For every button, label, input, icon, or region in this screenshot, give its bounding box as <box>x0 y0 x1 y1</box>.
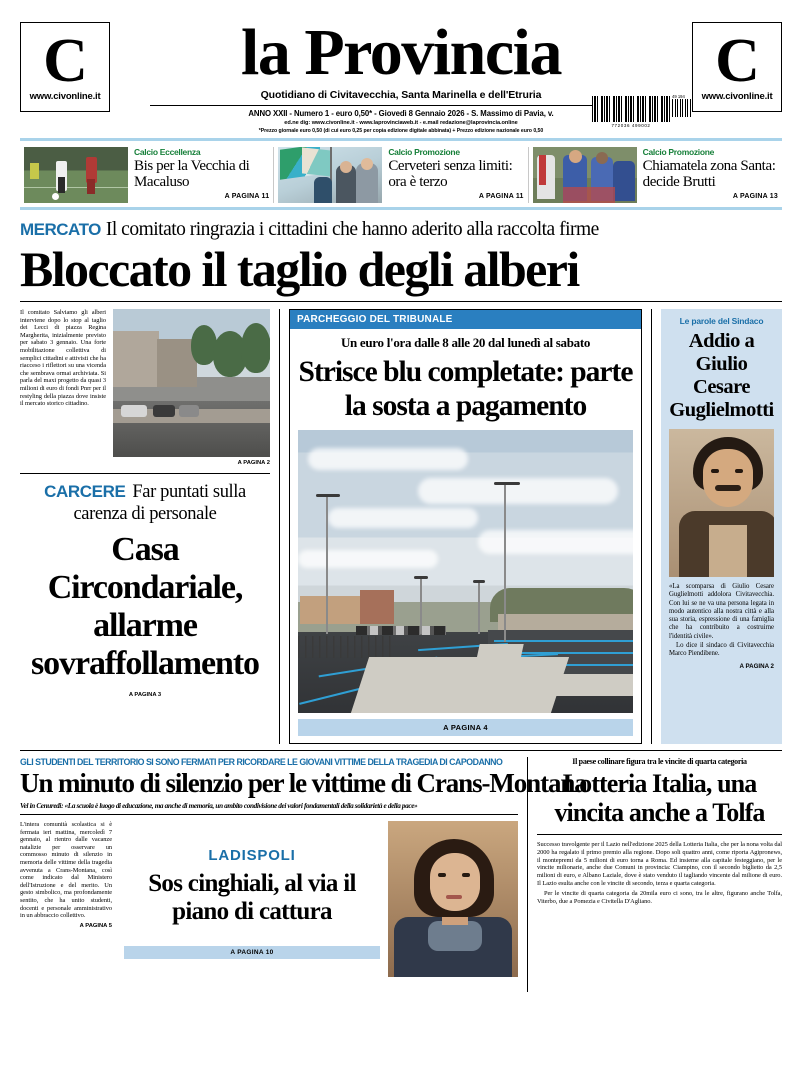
lead-kicker-row <box>20 219 782 241</box>
sports-teaser-1[interactable] <box>20 147 273 203</box>
barcode-ean-number: 772036 499002 <box>611 123 651 128</box>
main-content-grid <box>20 309 782 744</box>
giulio-cesare-guglielmotti-portrait <box>669 429 774 577</box>
carcere-story[interactable] <box>20 473 270 698</box>
masthead <box>20 0 782 132</box>
parking-subhead: Un euro l'ora dalle 8 alle 20 dal lunedì al sabato <box>340 335 591 350</box>
crans-montana-subhead: Vel in Cenuredi: «La scuola è luogo di educazione, ma anche di memoria, un ambito condivisione dei valori fondamentali della solidarietà e della pace» <box>20 802 418 810</box>
ladispoli-headline: Sos cinghiali, al via il piano di cattura <box>148 870 356 925</box>
fans-with-flag-photo <box>278 147 382 203</box>
mayor-tribute-headline: Addio a Giulio Cesare Guglielmotti <box>669 330 774 421</box>
price-note-line: *Prezzo giornale euro 0,50 (di cui euro 0,25 per copia edizione digitale abbinata) + Prezzo edizione nazionale euro 0,50 <box>258 127 544 134</box>
sports-teaser-3[interactable] <box>528 147 782 203</box>
parking-section-tag: PARCHEGGIO DEL TRIBUNALE <box>290 310 641 329</box>
mayor-tribute-box[interactable] <box>661 309 782 744</box>
sports-teaser-strip <box>20 138 782 210</box>
ladispoli-story[interactable] <box>120 821 380 977</box>
mayor-tribute-kicker: Le parole del Sindaco <box>679 316 764 326</box>
lotteria-paragraph-2: Per le vincite di quarta categoria da 20mila euro ci sono, tra le altre, figurano anche Tolfa, Viterbo, due a Pomezia e Civitella D'Agliano. <box>537 889 782 905</box>
lotteria-kicker: Il paese collinare figura tra le vincite di quarta categoria <box>572 757 747 766</box>
parking-story-box[interactable] <box>289 309 642 744</box>
sports-teaser-1-headline: Bis per la Vecchia di Macaluso <box>134 158 250 190</box>
parking-headline: Strisce blu completate: parte la sosta a pagamento <box>298 356 633 422</box>
barcode-issue-number: 49 194 <box>672 94 685 99</box>
crans-montana-page-ref[interactable]: A PAGINA 5 <box>79 922 112 929</box>
center-column <box>280 309 652 744</box>
crans-montana-divider <box>20 814 518 815</box>
barcode-bars-icon <box>592 96 670 122</box>
logo-website-url-right: www.civonline.it <box>701 90 773 102</box>
lead-divider <box>20 301 782 302</box>
crans-montana-body: L'intera comunità scolastica si è fermata ieri mattina, mercoledì 7 gennaio, al rientro dalle vacanze natalizie per osservare un commosso minuto di silenzio in memoria delle vittime della tragedia avvenuta a Crans-Montana, così come indicato dal Ministero dell'Istruzione e del merito. Un gesto simbolico, ma profondamente sentito, che ha unito studenti, docenti e personale amministrativo in un abbraccio collettivo. <box>20 821 112 920</box>
lead-story-body: Il comitato Salviamo gli alberi interviene dopo lo stop al taglio dei Lecci di piazza Regina Margherita, inizialmente previsto per sabato 3 gennaio. Una forte mobilitazione collettiva di semplici cittadini e attivisti che ha riacceso i riflettori su una vicenda che sembrava ormai archiviata. Si parla del maxi progetto da quasi 3 milioni di euro di fondi Pnrr per il restyling della piazza dove insiste il mercato storico cittadino. <box>20 309 106 408</box>
masthead-divider <box>150 105 652 106</box>
logo-letter-c-right: C <box>715 26 759 95</box>
parking-page-ref[interactable]: A PAGINA 4 <box>298 719 633 736</box>
mayor-tribute-text <box>669 583 774 659</box>
newspaper-subtitle: Quotidiano di Civitavecchia, Santa Marinella e dell'Etruria <box>260 89 542 101</box>
mayor-quote: «La scomparsa di Giulio Cesare Guglielmotti addolora Civitavecchia. Con lui se ne va una persona legata in modo autentico alla nostra città e alla sua storia, espressione di una famiglia che ha contribuito a costruirne l'identità civile». <box>669 583 774 640</box>
lead-story-page-ref[interactable]: A PAGINA 2 <box>237 460 270 466</box>
ladispoli-kicker: LADISPOLI <box>208 847 296 864</box>
carcere-page-ref[interactable]: A PAGINA 3 <box>128 692 162 698</box>
bottom-section <box>20 757 782 992</box>
sports-teaser-3-kicker: Calcio Promozione <box>642 147 715 157</box>
lead-subhead: Il comitato ringrazia i cittadini che hanno aderito alla raccolta firme <box>105 219 599 240</box>
lotteria-divider <box>537 834 782 835</box>
carcere-kicker: CARCERE <box>44 482 126 501</box>
bottom-right-column[interactable] <box>528 757 782 992</box>
sports-teaser-1-page: A PAGINA 11 <box>224 193 270 200</box>
new-parking-lot-photo <box>298 430 633 713</box>
bottom-divider <box>20 750 782 751</box>
lead-headline: Bloccato il taglio degli alberi <box>20 241 579 297</box>
carcere-subhead: Far puntati sulla carenza di personale <box>73 482 246 524</box>
sports-teaser-3-page: A PAGINA 13 <box>732 193 778 200</box>
blue-players-photo <box>533 147 637 203</box>
piazza-regina-margherita-photo <box>113 309 270 457</box>
sports-teaser-2-page: A PAGINA 11 <box>478 193 524 200</box>
sports-teaser-1-kicker: Calcio Eccellenza <box>134 147 201 157</box>
lotteria-headline: Lotteria Italia, una vincita anche a Tolfa <box>554 769 765 827</box>
lead-story-header[interactable] <box>20 219 782 297</box>
sports-teaser-2-headline: Cerveteri senza limiti: ora è terzo <box>388 158 513 190</box>
school-official-portrait <box>388 821 518 977</box>
lotteria-paragraph-1: Successo travolgente per il Lazio nell'edizione 2025 della Lotteria Italia, che per la nona volta dal 2000 ha regalato il primo premio alla regione. Dopo soli quattro anni, come riporta Agipronews, il montepremi da 5 milioni di euro torna a Roma. Ed insieme alla capitale festeggiano, per le vincite milionarie, anche due Comuni in provincia: Ciampino, con il secondo biglietto da 2,5 milioni di euro, e Albano Laziale, dove è stato venduto il tagliando vincente dal milione di euro. Il Lazio esulta anche con le vincite di secondo, terza e quarta categoria. <box>537 841 782 887</box>
left-column <box>20 309 280 744</box>
logo-website-url: www.civonline.it <box>29 90 101 102</box>
logo-letter-c: C <box>43 26 87 95</box>
crans-montana-headline: Un minuto di silenzio per le vittime di Crans-Montana <box>20 768 587 798</box>
barcode-issue-bars-icon <box>672 99 692 117</box>
logo-right[interactable] <box>692 22 782 112</box>
mayor-attribution: Lo dice il sindaco di Civitavecchia Marco Piendibene. <box>669 642 774 658</box>
sports-teaser-2[interactable] <box>273 147 527 203</box>
web-addresses-line: ed.ne dig: www.civonline.it - www.laprovinciaweb.it - e.mail redazione@laprovincia.online <box>284 120 518 126</box>
edition-line: ANNO XXII - Numero 1 - euro 0,50* - Giovedì 8 Gennaio 2026 - S. Massimo di Pavia, v. <box>248 109 554 118</box>
carcere-headline: Casa Circondariale, allarme sovraffollamento <box>31 531 259 682</box>
carcere-kicker-row <box>20 481 270 525</box>
crans-montana-kicker: GLI STUDENTI DEL TERRITORIO SI SONO FERMATI PER RICORDARE LE GIOVANI VITTIME DELLA TRAGEDIA DI CAPODANNO <box>20 757 503 767</box>
logo-left[interactable] <box>20 22 110 112</box>
football-match-photo <box>24 147 128 203</box>
bottom-left-column <box>20 757 587 992</box>
barcode-ean <box>592 96 670 128</box>
lead-kicker: MERCATO <box>20 220 101 239</box>
crans-montana-story[interactable] <box>20 757 587 810</box>
barcode-issue <box>672 94 692 117</box>
newspaper-title: la Provincia <box>241 16 561 89</box>
ladispoli-page-ref[interactable]: A PAGINA 10 <box>124 946 380 959</box>
sports-teaser-2-kicker: Calcio Promozione <box>388 147 460 157</box>
lotteria-body <box>537 841 782 905</box>
mayor-tribute-page-ref[interactable]: A PAGINA 2 <box>739 662 774 670</box>
sports-teaser-3-headline: Chiamatela zona Santa: decide Brutti <box>642 158 776 190</box>
right-column <box>652 309 782 744</box>
